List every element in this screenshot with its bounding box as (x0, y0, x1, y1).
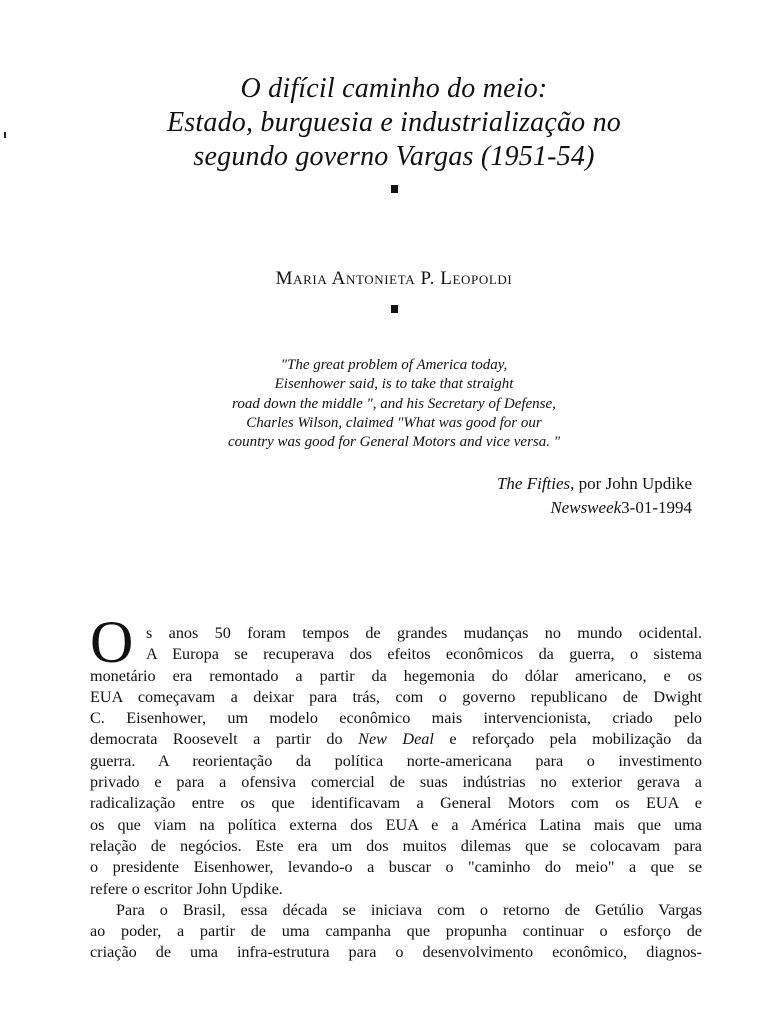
body-emphasis: New Deal (358, 730, 434, 749)
body-line: o presidente Eisenhower, levando-o a buscar o "caminho do meio" a que se (90, 858, 702, 877)
epigraph-line: Charles Wilson, claimed "What was good for our (246, 414, 542, 431)
drop-cap: O (90, 609, 134, 675)
body-line: radicalização entre os que identificavam a General Motors com os EUA e (90, 794, 702, 813)
body-line (90, 729, 702, 750)
title-line-3: segundo governo Vargas (1951-54) (193, 141, 595, 172)
section-ornament (391, 185, 398, 193)
body-line: refere o escritor John Updike. (90, 879, 283, 898)
body-line: monetário era remontado a partir da hegemonia do dólar americano, e os (90, 666, 702, 685)
article-body (90, 623, 702, 964)
body-line: EUA começavam a deixar para trás, com o governo republicano de Dwight (90, 687, 702, 706)
body-line: A Europa se recuperava dos efeitos econômicos da guerra, o sistema (146, 645, 702, 664)
scan-mark (4, 132, 6, 138)
title-line-1: O difícil caminho do meio: (240, 73, 548, 104)
source-line-pub (497, 496, 692, 520)
source-author: , por John Updike (570, 474, 692, 493)
author-name: Maria Antonieta P. Leopoldi (275, 268, 513, 289)
epigraph-line: "The great problem of America today, (280, 357, 508, 373)
article-title (84, 72, 704, 174)
body-line: Para o Brasil, essa década se iniciava com o retorno de Getúlio Vargas (116, 900, 702, 919)
body-line: ao poder, a partir de uma campanha que propunha continuar o esforço de (90, 922, 702, 941)
body-line: C. Eisenhower, um modelo econômico mais intervencionista, criado pelo (90, 709, 702, 728)
body-line: criação de uma infra-estrutura para o desenvolvimento econômico, diagnos- (90, 943, 702, 962)
section-ornament (391, 305, 398, 313)
source-publication: Newsweek (550, 498, 622, 517)
body-text: democrata Roosevelt a partir do (90, 730, 359, 749)
source-work-title: The Fifties (496, 474, 571, 493)
epigraph-line: country was good for General Motors and vice versa. " (227, 434, 561, 451)
body-line: privado e para a ofensiva comercial de suas indústrias no exterior gerava a (90, 773, 702, 792)
body-text: e reforçado pela mobilização da (433, 730, 702, 749)
source-line-work (497, 472, 692, 496)
title-line-2: Estado, burguesia e industrialização no (167, 107, 621, 138)
epigraph-line: road down the middle ", and his Secretary of Defense, (232, 395, 556, 412)
epigraph-source (497, 472, 692, 520)
body-line: relação de negócios. Este era um dos muitos dilemas que se colocavam para (90, 836, 702, 855)
body-line: guerra. A reorientação da política norte-americana para o investimento (90, 751, 702, 770)
source-date: 3-01-1994 (621, 498, 692, 517)
body-line: s anos 50 foram tempos de grandes mudanças no mundo ocidental. (146, 624, 702, 642)
body-line: os que viam na política externa dos EUA e a América Latina mais que uma (90, 815, 702, 834)
epigraph-quote (150, 356, 638, 452)
epigraph-line: Eisenhower said, is to take that straight (274, 376, 514, 393)
